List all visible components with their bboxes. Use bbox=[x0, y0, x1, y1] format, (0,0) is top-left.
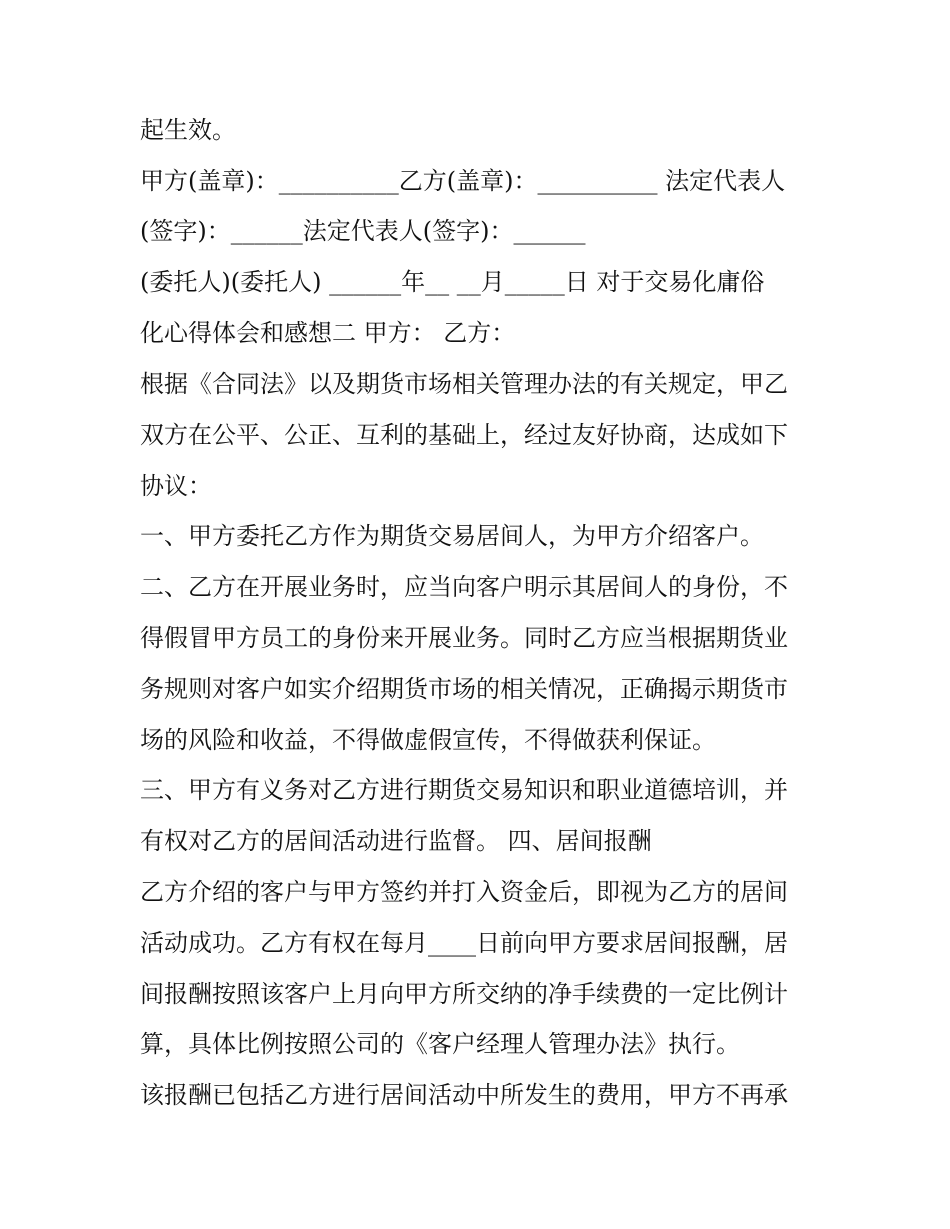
text-line: (签字)：______法定代表人(签字)：______ bbox=[140, 217, 586, 245]
text-line: (委托人)(委托人) ______年__ __月_____日 对于交易化庸俗 bbox=[140, 268, 765, 296]
text-line: 化心得体会和感想二 甲方： 乙方： bbox=[140, 319, 516, 347]
text-line: 得假冒甲方员工的身份来开展业务。同时乙方应当根据期货业 bbox=[140, 624, 788, 652]
text-line: 场的风险和收益，不得做虚假宣传，不得做获利保证。 bbox=[140, 726, 716, 754]
text-line: 活动成功。乙方有权在每月____日前向甲方要求居间报酬，居 bbox=[140, 929, 788, 957]
text-line: 二、乙方在开展业务时，应当向客户明示其居间人的身份，不 bbox=[140, 573, 788, 601]
text-line: 间报酬按照该客户上月向甲方所交纳的净手续费的一定比例计 bbox=[140, 980, 788, 1008]
text-line: 乙方介绍的客户与甲方签约并打入资金后，即视为乙方的居间 bbox=[140, 878, 788, 906]
text-line: 甲方(盖章)：__________乙方(盖章)：__________ 法定代表人 bbox=[140, 167, 786, 195]
text-line: 根据《合同法》以及期货市场相关管理办法的有关规定，甲乙 bbox=[140, 370, 788, 398]
text-line: 起生效。 bbox=[140, 116, 236, 144]
text-line: 协议： bbox=[140, 472, 212, 500]
text-line: 有权对乙方的居间活动进行监督。 四、居间报酬 bbox=[140, 827, 652, 855]
text-line: 算，具体比例按照公司的《客户经理人管理办法》执行。 bbox=[140, 1030, 740, 1058]
text-line: 该报酬已包括乙方进行居间活动中所发生的费用，甲方不再承 bbox=[140, 1081, 788, 1109]
text-line: 三、甲方有义务对乙方进行期货交易知识和职业道德培训，并 bbox=[140, 776, 788, 804]
text-line: 一、甲方委托乙方作为期货交易居间人，为甲方介绍客户。 bbox=[140, 522, 764, 550]
text-line: 务规则对客户如实介绍期货市场的相关情况，正确揭示期货市 bbox=[140, 675, 788, 703]
text-line: 双方在公平、公正、互利的基础上，经过友好协商，达成如下 bbox=[140, 421, 788, 449]
